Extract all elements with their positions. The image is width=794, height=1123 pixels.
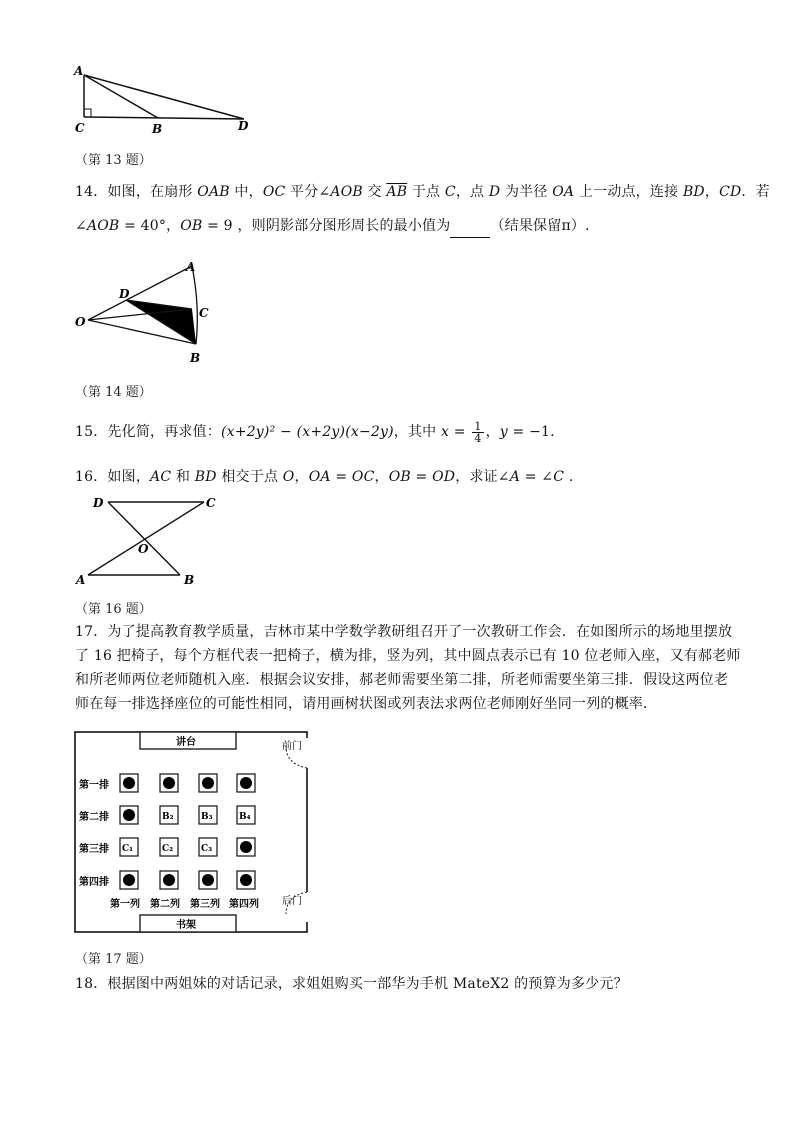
occupied-dot bbox=[240, 874, 252, 886]
question-15: 15．先化简，再求值：(x+2y)² − (x+2y)(x−2y)，其中 x = $\frac{1}{4}$ ，y = −1. bbox=[75, 419, 555, 445]
seat-label-B2: B₂ bbox=[162, 812, 174, 822]
occupied-dot bbox=[240, 777, 252, 789]
seat-label-C2: C₂ bbox=[162, 844, 174, 854]
segment-AC bbox=[88, 502, 204, 575]
answer-blank[interactable] bbox=[450, 223, 490, 238]
seat-label-B4: B₄ bbox=[239, 812, 251, 822]
bookshelf-label: 书架 bbox=[176, 920, 196, 931]
label-C: C bbox=[199, 306, 209, 320]
label-B: B bbox=[190, 351, 201, 365]
label-A: A bbox=[76, 573, 86, 587]
caption-17: （第 17 题） bbox=[75, 952, 152, 967]
occupied-dot bbox=[202, 777, 214, 789]
figure-14 bbox=[72, 258, 222, 368]
col-label-2: 第二列 bbox=[150, 899, 180, 910]
row-label-4: 第四排 bbox=[79, 877, 109, 888]
occupied-dot bbox=[123, 874, 135, 886]
question-18: 18．根据图中两姐妹的对话记录，求姐姐购买一部华为手机 MateX2 的预算为多少元？ bbox=[75, 976, 628, 992]
front-door-label: 前门 bbox=[282, 741, 302, 752]
segment-AB bbox=[84, 75, 158, 118]
right-angle-mark bbox=[84, 109, 91, 117]
question-16: 16．如图，AC 和 BD 相交于点 O，OA = OC，OB = OD，求证∠A = ∠C . bbox=[75, 469, 574, 485]
occupied-dot bbox=[123, 809, 135, 821]
label-A: A bbox=[186, 260, 196, 274]
label-D: D bbox=[238, 119, 249, 133]
label-D: D bbox=[119, 287, 130, 301]
question-17: 17．为了提高教育教学质量，吉林市某中学数学教研组召开了一次教研工作会．在如图所示的场地里摆放 了 16 把椅子，每个方框代表一把椅子，横为排，竖为列，其中圆点表示已有 10 位老师入座，又有郝老师 和所老师两位老师随机入座．根据会议安排，郝老师需要坐第二排，所老师需要坐第三排．假设这两位老 师在每一排选择座位的可能性相同，请用画树状图或列表法求两位老师刚好坐同一列的概率． bbox=[75, 624, 741, 712]
caption-16: （第 16 题） bbox=[75, 602, 152, 617]
caption-14: （第 14 题） bbox=[75, 385, 152, 400]
seat-label-B3: B₃ bbox=[201, 812, 213, 822]
q14-line1: 14．如图，在扇形 OAB 中，OC 平分∠AOB 交 $\overline{AB}$ 于点 C，点 D 为半径 OA 上一动点，连接 BD，CD．若 bbox=[75, 184, 770, 200]
col-label-3: 第三列 bbox=[190, 899, 220, 910]
figure-17 bbox=[72, 728, 312, 936]
col-label-4: 第四列 bbox=[229, 899, 259, 910]
col-label-1: 第一列 bbox=[110, 899, 140, 910]
row-label-1: 第一排 bbox=[79, 780, 109, 791]
row-label-2: 第二排 bbox=[79, 812, 109, 823]
back-door-label: 后门 bbox=[282, 896, 302, 907]
podium-label: 讲台 bbox=[176, 737, 196, 748]
label-A: A bbox=[74, 64, 84, 78]
seat-label-C1: C₁ bbox=[122, 844, 134, 854]
seat-label-C3: C₃ bbox=[201, 844, 213, 854]
label-O: O bbox=[138, 542, 149, 556]
caption-13: （第 13 题） bbox=[75, 153, 152, 168]
occupied-dot bbox=[163, 777, 175, 789]
label-B: B bbox=[152, 122, 163, 136]
label-B: B bbox=[184, 573, 195, 587]
segment-DB bbox=[108, 502, 180, 575]
occupied-dot bbox=[240, 841, 252, 853]
row-label-3: 第三排 bbox=[79, 844, 109, 855]
question-14 bbox=[75, 180, 770, 238]
label-D: D bbox=[93, 496, 104, 510]
label-O: O bbox=[75, 315, 86, 329]
occupied-dot bbox=[123, 777, 135, 789]
segment-AD bbox=[84, 75, 244, 119]
q14-line2: ∠AOB = 40°，OB = 9 ，则阴影部分图形周长的最小值为 （结果保留π）. bbox=[75, 214, 755, 238]
label-C: C bbox=[206, 496, 216, 510]
segment-CD bbox=[84, 117, 244, 119]
label-C: C bbox=[75, 121, 85, 135]
figure-13 bbox=[72, 64, 262, 140]
occupied-dot bbox=[163, 874, 175, 886]
figure-16 bbox=[72, 490, 232, 590]
fraction-one-quarter: $\frac{1}{4}$ bbox=[474, 419, 482, 445]
occupied-dot bbox=[202, 874, 214, 886]
